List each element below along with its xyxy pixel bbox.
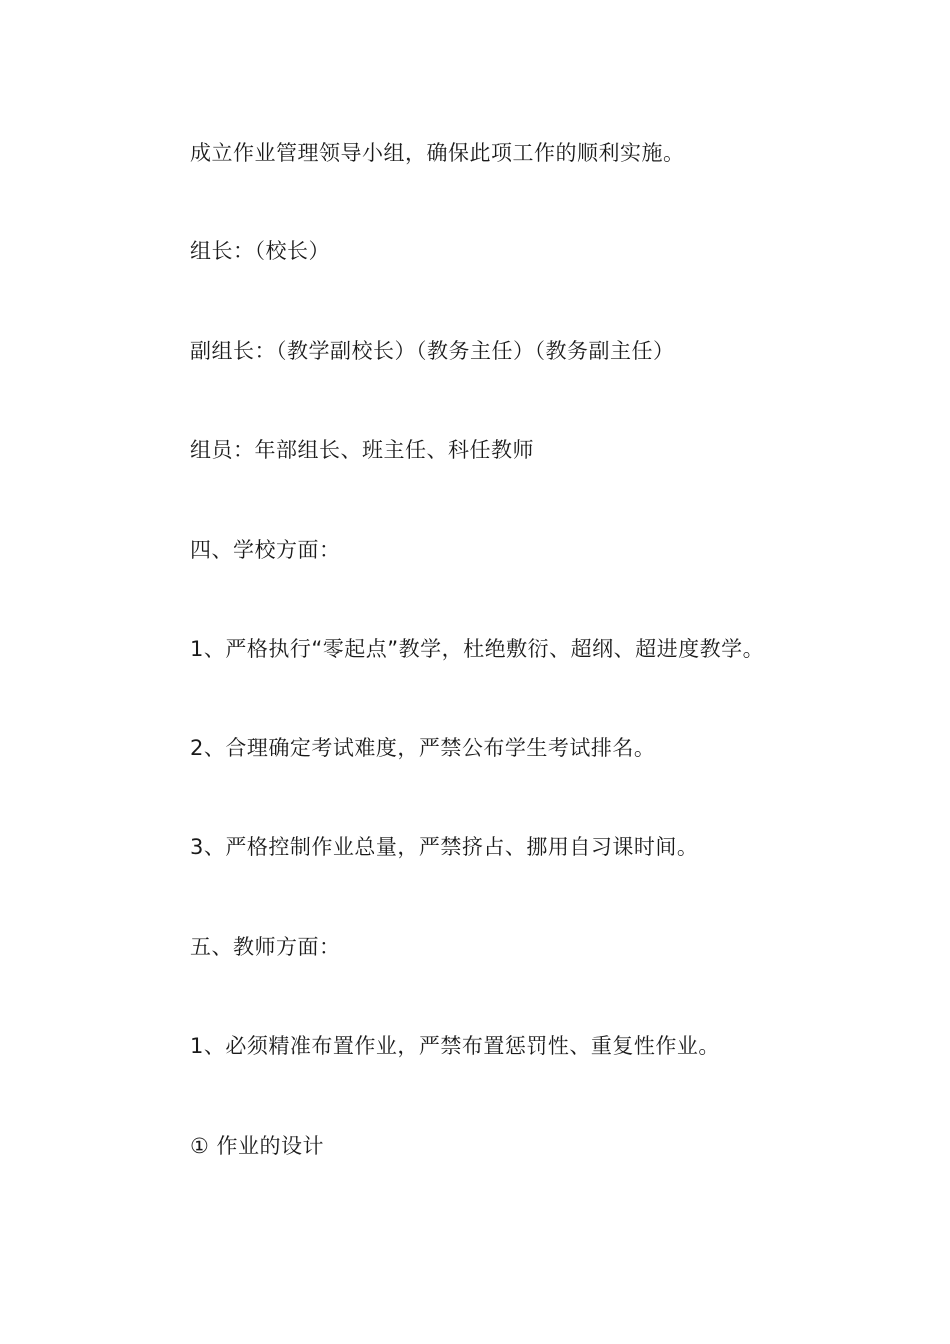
list-item-teacher-1: 1、必须精准布置作业，严禁布置惩罚性、重复性作业。 [190, 1034, 720, 1058]
paragraph-leadership-group: 成立作业管理领导小组，确保此项工作的顺利实施。 [190, 141, 685, 165]
paragraph-deputy-leaders: 副组长：（教学副校长）（教务主任）（教务副主任） [190, 339, 675, 363]
section-heading-teacher: 五、教师方面： [190, 935, 341, 959]
section-heading-school: 四、学校方面： [190, 538, 341, 562]
paragraph-group-leader: 组长：（校长） [190, 239, 330, 263]
list-item-school-2: 2、合理确定考试难度，严禁公布学生考试排名。 [190, 736, 656, 760]
list-item-school-1: 1、严格执行“零起点”教学，杜绝敷衍、超纲、超进度教学。 [190, 637, 765, 661]
list-item-school-3: 3、严格控制作业总量，严禁挤占、挪用自习课时间。 [190, 835, 699, 859]
subheading-homework-design: ① 作业的设计 [190, 1134, 325, 1158]
paragraph-group-members: 组员：年部组长、班主任、科任教师 [190, 438, 534, 462]
